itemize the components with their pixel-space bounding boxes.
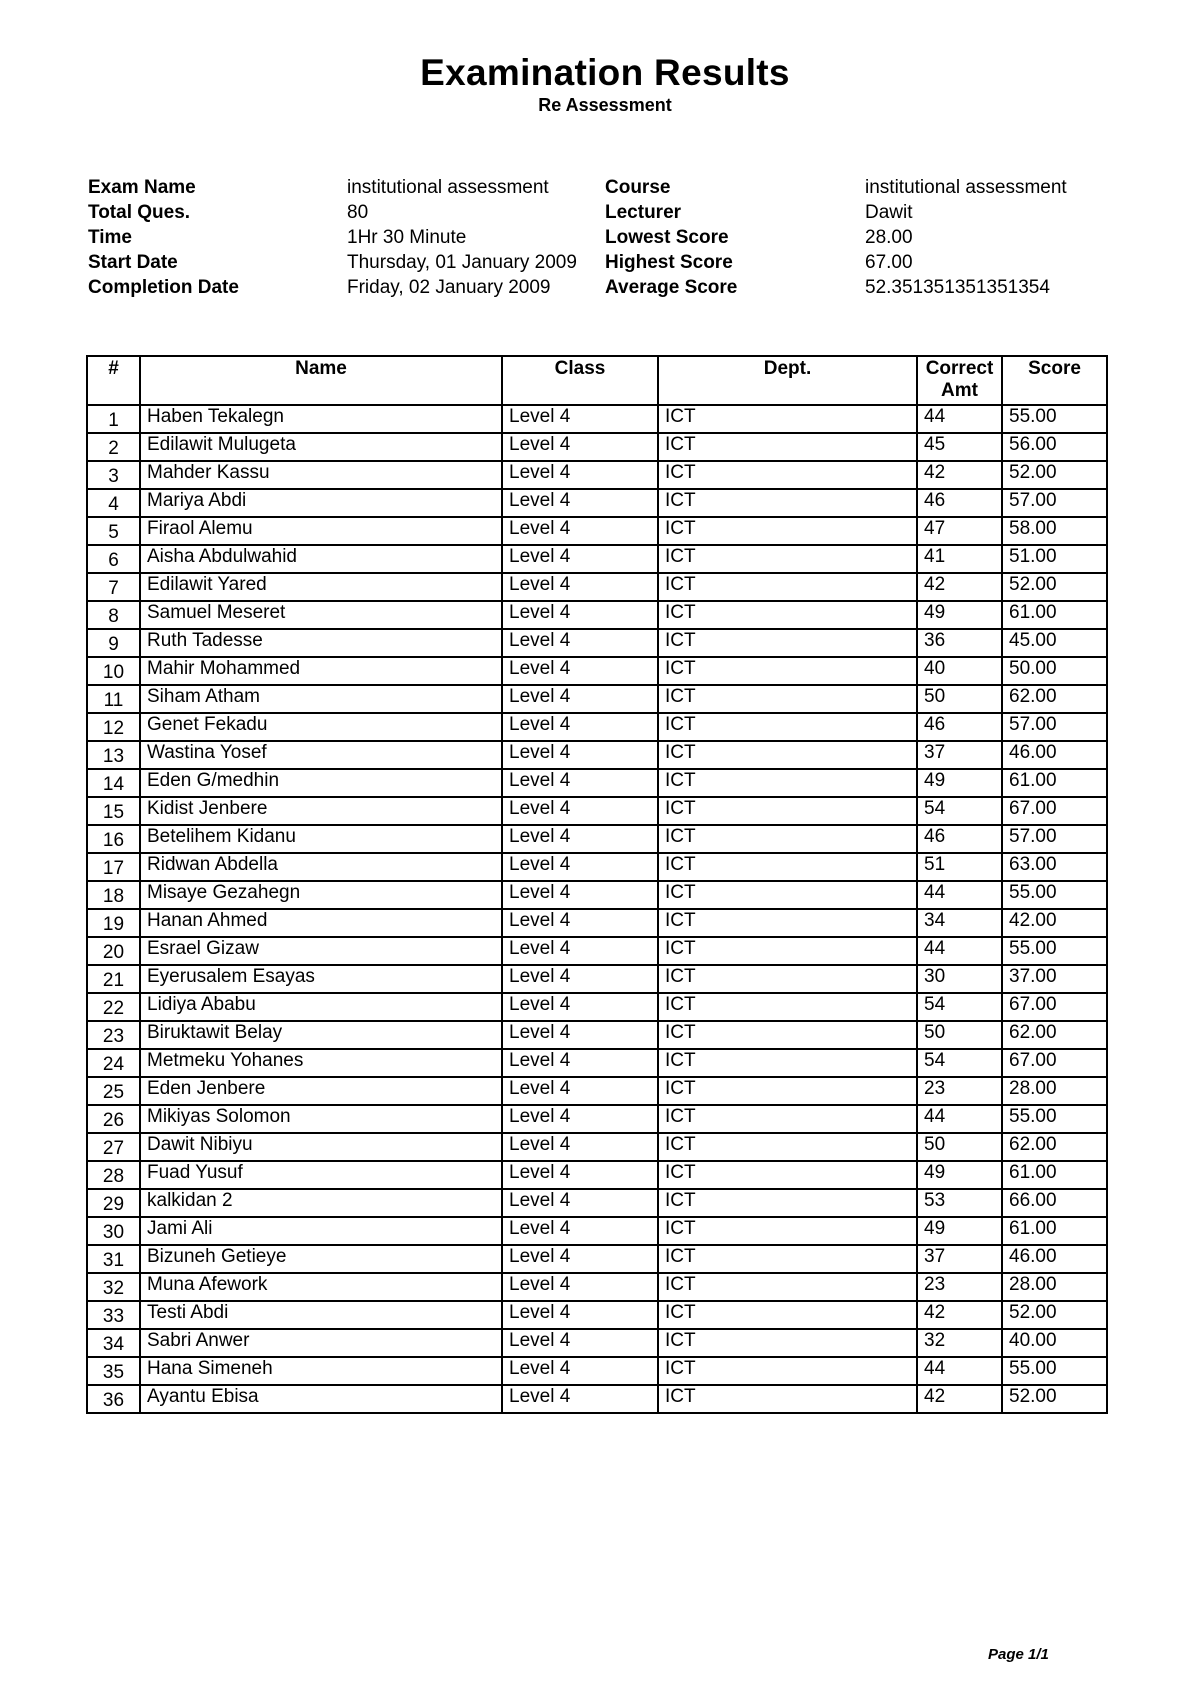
cell-score: 62.00 xyxy=(1002,1021,1107,1049)
cell-correct-amt: 42 xyxy=(917,461,1002,489)
info-value: 67.00 xyxy=(865,252,913,273)
cell-dept: ICT xyxy=(658,1077,917,1105)
cell-name: Edilawit Mulugeta xyxy=(140,433,502,461)
cell-dept: ICT xyxy=(658,573,917,601)
cell-correct-amt: 30 xyxy=(917,965,1002,993)
info-label: Course xyxy=(605,177,671,198)
cell-dept: ICT xyxy=(658,965,917,993)
cell-dept: ICT xyxy=(658,629,917,657)
table-row xyxy=(87,741,1107,769)
results-body xyxy=(87,405,1107,1413)
table-row xyxy=(87,573,1107,601)
cell-name: Wastina Yosef xyxy=(140,741,502,769)
cell-score: 46.00 xyxy=(1002,741,1107,769)
cell-dept: ICT xyxy=(658,433,917,461)
cell-class: Level 4 xyxy=(502,433,658,461)
cell-name: Hana Simeneh xyxy=(140,1357,502,1385)
cell-correct-amt: 47 xyxy=(917,517,1002,545)
cell-name: Mariya Abdi xyxy=(140,489,502,517)
info-label: Exam Name xyxy=(88,177,196,198)
cell-dept: ICT xyxy=(658,601,917,629)
table-row xyxy=(87,713,1107,741)
cell-class: Level 4 xyxy=(502,769,658,797)
cell-class: Level 4 xyxy=(502,881,658,909)
cell-class: Level 4 xyxy=(502,1133,658,1161)
cell-class: Level 4 xyxy=(502,1161,658,1189)
cell-correct-amt: 45 xyxy=(917,433,1002,461)
cell-correct-amt: 40 xyxy=(917,657,1002,685)
info-value: Thursday, 01 January 2009 xyxy=(347,252,577,273)
table-row xyxy=(87,825,1107,853)
cell-number: 3 xyxy=(87,461,140,489)
cell-number: 33 xyxy=(87,1301,140,1329)
cell-correct-amt: 54 xyxy=(917,797,1002,825)
cell-name: Misaye Gezahegn xyxy=(140,881,502,909)
cell-number: 1 xyxy=(87,405,140,433)
cell-dept: ICT xyxy=(658,825,917,853)
column-header-correct-amt: Correct Amt xyxy=(917,356,1002,405)
cell-score: 61.00 xyxy=(1002,601,1107,629)
page-subtitle: Re Assessment xyxy=(538,95,672,115)
cell-correct-amt: 37 xyxy=(917,741,1002,769)
cell-class: Level 4 xyxy=(502,1049,658,1077)
cell-class: Level 4 xyxy=(502,1189,658,1217)
cell-score: 52.00 xyxy=(1002,461,1107,489)
cell-number: 19 xyxy=(87,909,140,937)
cell-dept: ICT xyxy=(658,1357,917,1385)
cell-name: Ridwan Abdella xyxy=(140,853,502,881)
cell-score: 55.00 xyxy=(1002,405,1107,433)
cell-class: Level 4 xyxy=(502,1021,658,1049)
table-row xyxy=(87,1217,1107,1245)
cell-score: 52.00 xyxy=(1002,1385,1107,1413)
cell-score: 58.00 xyxy=(1002,517,1107,545)
info-label: Completion Date xyxy=(88,277,239,298)
cell-class: Level 4 xyxy=(502,461,658,489)
table-row xyxy=(87,797,1107,825)
cell-score: 46.00 xyxy=(1002,1245,1107,1273)
cell-number: 24 xyxy=(87,1049,140,1077)
cell-name: Biruktawit Belay xyxy=(140,1021,502,1049)
cell-score: 67.00 xyxy=(1002,797,1107,825)
cell-class: Level 4 xyxy=(502,1329,658,1357)
cell-score: 56.00 xyxy=(1002,433,1107,461)
cell-score: 66.00 xyxy=(1002,1189,1107,1217)
cell-class: Level 4 xyxy=(502,405,658,433)
cell-dept: ICT xyxy=(658,881,917,909)
cell-dept: ICT xyxy=(658,1049,917,1077)
cell-number: 15 xyxy=(87,797,140,825)
cell-number: 35 xyxy=(87,1357,140,1385)
cell-number: 28 xyxy=(87,1161,140,1189)
table-row xyxy=(87,993,1107,1021)
cell-score: 57.00 xyxy=(1002,825,1107,853)
cell-score: 40.00 xyxy=(1002,1329,1107,1357)
cell-class: Level 4 xyxy=(502,685,658,713)
cell-name: Dawit Nibiyu xyxy=(140,1133,502,1161)
cell-dept: ICT xyxy=(658,713,917,741)
cell-class: Level 4 xyxy=(502,909,658,937)
cell-number: 22 xyxy=(87,993,140,1021)
cell-name: Mahder Kassu xyxy=(140,461,502,489)
table-row xyxy=(87,461,1107,489)
cell-name: Testi Abdi xyxy=(140,1301,502,1329)
cell-name: Mikiyas Solomon xyxy=(140,1105,502,1133)
cell-class: Level 4 xyxy=(502,517,658,545)
info-label: Lecturer xyxy=(605,202,682,223)
column-header-class: Class xyxy=(502,356,658,405)
cell-name: Eden Jenbere xyxy=(140,1077,502,1105)
cell-correct-amt: 42 xyxy=(917,1385,1002,1413)
cell-dept: ICT xyxy=(658,769,917,797)
cell-dept: ICT xyxy=(658,1133,917,1161)
cell-class: Level 4 xyxy=(502,1273,658,1301)
page-title: Examination Results xyxy=(420,52,790,93)
column-header-score: Score xyxy=(1002,356,1107,405)
cell-score: 42.00 xyxy=(1002,909,1107,937)
table-row xyxy=(87,1021,1107,1049)
cell-dept: ICT xyxy=(658,937,917,965)
cell-number: 30 xyxy=(87,1217,140,1245)
cell-class: Level 4 xyxy=(502,545,658,573)
page-number: Page 1/1 xyxy=(988,1646,1049,1663)
cell-dept: ICT xyxy=(658,517,917,545)
table-row xyxy=(87,517,1107,545)
cell-number: 23 xyxy=(87,1021,140,1049)
cell-number: 21 xyxy=(87,965,140,993)
cell-class: Level 4 xyxy=(502,657,658,685)
table-row xyxy=(87,685,1107,713)
cell-score: 55.00 xyxy=(1002,881,1107,909)
table-row xyxy=(87,965,1107,993)
table-row xyxy=(87,1077,1107,1105)
cell-dept: ICT xyxy=(658,741,917,769)
cell-name: Genet Fekadu xyxy=(140,713,502,741)
cell-correct-amt: 49 xyxy=(917,1161,1002,1189)
cell-correct-amt: 54 xyxy=(917,1049,1002,1077)
cell-name: Lidiya Ababu xyxy=(140,993,502,1021)
cell-correct-amt: 44 xyxy=(917,1105,1002,1133)
table-row xyxy=(87,1357,1107,1385)
cell-name: Eyerusalem Esayas xyxy=(140,965,502,993)
cell-number: 20 xyxy=(87,937,140,965)
cell-class: Level 4 xyxy=(502,489,658,517)
cell-correct-amt: 49 xyxy=(917,769,1002,797)
cell-name: Hanan Ahmed xyxy=(140,909,502,937)
cell-class: Level 4 xyxy=(502,741,658,769)
cell-class: Level 4 xyxy=(502,573,658,601)
cell-correct-amt: 44 xyxy=(917,937,1002,965)
cell-class: Level 4 xyxy=(502,797,658,825)
cell-score: 57.00 xyxy=(1002,713,1107,741)
cell-name: kalkidan 2 xyxy=(140,1189,502,1217)
info-value: institutional assessment xyxy=(865,177,1067,198)
info-label: Lowest Score xyxy=(605,227,729,248)
cell-correct-amt: 37 xyxy=(917,1245,1002,1273)
cell-dept: ICT xyxy=(658,489,917,517)
table-row xyxy=(87,1133,1107,1161)
cell-class: Level 4 xyxy=(502,1245,658,1273)
table-row xyxy=(87,1245,1107,1273)
cell-name: Metmeku Yohanes xyxy=(140,1049,502,1077)
table-row xyxy=(87,489,1107,517)
table-row xyxy=(87,1273,1107,1301)
cell-number: 32 xyxy=(87,1273,140,1301)
cell-number: 11 xyxy=(87,685,140,713)
table-row xyxy=(87,433,1107,461)
cell-number: 34 xyxy=(87,1329,140,1357)
cell-dept: ICT xyxy=(658,685,917,713)
cell-class: Level 4 xyxy=(502,937,658,965)
table-row xyxy=(87,1329,1107,1357)
cell-score: 61.00 xyxy=(1002,1161,1107,1189)
cell-score: 55.00 xyxy=(1002,937,1107,965)
cell-correct-amt: 32 xyxy=(917,1329,1002,1357)
cell-score: 52.00 xyxy=(1002,573,1107,601)
cell-score: 45.00 xyxy=(1002,629,1107,657)
cell-number: 18 xyxy=(87,881,140,909)
cell-dept: ICT xyxy=(658,1189,917,1217)
table-row xyxy=(87,909,1107,937)
info-value: institutional assessment xyxy=(347,177,549,198)
cell-number: 14 xyxy=(87,769,140,797)
cell-number: 16 xyxy=(87,825,140,853)
cell-name: Kidist Jenbere xyxy=(140,797,502,825)
cell-class: Level 4 xyxy=(502,629,658,657)
info-label: Time xyxy=(88,227,133,248)
cell-name: Eden G/medhin xyxy=(140,769,502,797)
cell-correct-amt: 44 xyxy=(917,881,1002,909)
cell-number: 8 xyxy=(87,601,140,629)
results-table xyxy=(86,355,1108,1414)
cell-number: 29 xyxy=(87,1189,140,1217)
cell-number: 7 xyxy=(87,573,140,601)
column-header-name: Name xyxy=(140,356,502,405)
info-label: Highest Score xyxy=(605,252,733,273)
cell-correct-amt: 41 xyxy=(917,545,1002,573)
table-row xyxy=(87,1105,1107,1133)
cell-number: 6 xyxy=(87,545,140,573)
cell-dept: ICT xyxy=(658,909,917,937)
info-value: 52.351351351351354 xyxy=(865,277,1050,298)
table-row xyxy=(87,1161,1107,1189)
cell-name: Fuad Yusuf xyxy=(140,1161,502,1189)
cell-score: 67.00 xyxy=(1002,993,1107,1021)
cell-number: 5 xyxy=(87,517,140,545)
cell-class: Level 4 xyxy=(502,1301,658,1329)
cell-dept: ICT xyxy=(658,461,917,489)
info-value: Friday, 02 January 2009 xyxy=(347,277,551,298)
cell-name: Firaol Alemu xyxy=(140,517,502,545)
column-header-number: # xyxy=(87,356,140,405)
table-header-row xyxy=(87,356,1107,405)
table-row xyxy=(87,601,1107,629)
cell-dept: ICT xyxy=(658,545,917,573)
cell-number: 31 xyxy=(87,1245,140,1273)
table-row xyxy=(87,405,1107,433)
cell-score: 57.00 xyxy=(1002,489,1107,517)
cell-score: 61.00 xyxy=(1002,769,1107,797)
cell-name: Haben Tekalegn xyxy=(140,405,502,433)
cell-number: 4 xyxy=(87,489,140,517)
cell-correct-amt: 50 xyxy=(917,1021,1002,1049)
cell-class: Level 4 xyxy=(502,825,658,853)
cell-name: Siham Atham xyxy=(140,685,502,713)
cell-correct-amt: 46 xyxy=(917,489,1002,517)
cell-name: Bizuneh Getieye xyxy=(140,1245,502,1273)
cell-score: 55.00 xyxy=(1002,1357,1107,1385)
cell-dept: ICT xyxy=(658,797,917,825)
cell-dept: ICT xyxy=(658,405,917,433)
cell-score: 67.00 xyxy=(1002,1049,1107,1077)
cell-correct-amt: 50 xyxy=(917,1133,1002,1161)
cell-correct-amt: 34 xyxy=(917,909,1002,937)
cell-score: 28.00 xyxy=(1002,1077,1107,1105)
cell-dept: ICT xyxy=(658,657,917,685)
cell-score: 52.00 xyxy=(1002,1301,1107,1329)
cell-score: 51.00 xyxy=(1002,545,1107,573)
cell-correct-amt: 50 xyxy=(917,685,1002,713)
cell-correct-amt: 53 xyxy=(917,1189,1002,1217)
cell-number: 13 xyxy=(87,741,140,769)
cell-score: 63.00 xyxy=(1002,853,1107,881)
cell-name: Muna Afework xyxy=(140,1273,502,1301)
cell-correct-amt: 51 xyxy=(917,853,1002,881)
cell-score: 50.00 xyxy=(1002,657,1107,685)
cell-score: 28.00 xyxy=(1002,1273,1107,1301)
cell-number: 27 xyxy=(87,1133,140,1161)
cell-name: Jami Ali xyxy=(140,1217,502,1245)
info-value: 1Hr 30 Minute xyxy=(347,227,467,248)
cell-dept: ICT xyxy=(658,1273,917,1301)
table-row xyxy=(87,769,1107,797)
cell-correct-amt: 23 xyxy=(917,1077,1002,1105)
table-row xyxy=(87,937,1107,965)
table-row xyxy=(87,853,1107,881)
cell-class: Level 4 xyxy=(502,965,658,993)
cell-dept: ICT xyxy=(658,1105,917,1133)
table-row xyxy=(87,881,1107,909)
cell-dept: ICT xyxy=(658,1245,917,1273)
table-row xyxy=(87,1301,1107,1329)
cell-dept: ICT xyxy=(658,1385,917,1413)
cell-dept: ICT xyxy=(658,1301,917,1329)
cell-name: Samuel Meseret xyxy=(140,601,502,629)
cell-score: 55.00 xyxy=(1002,1105,1107,1133)
info-label: Total Ques. xyxy=(88,202,191,223)
cell-correct-amt: 54 xyxy=(917,993,1002,1021)
cell-class: Level 4 xyxy=(502,853,658,881)
cell-number: 17 xyxy=(87,853,140,881)
cell-number: 36 xyxy=(87,1385,140,1413)
cell-class: Level 4 xyxy=(502,713,658,741)
cell-correct-amt: 42 xyxy=(917,573,1002,601)
info-label: Average Score xyxy=(605,277,738,298)
cell-number: 10 xyxy=(87,657,140,685)
cell-class: Level 4 xyxy=(502,1217,658,1245)
table-row xyxy=(87,545,1107,573)
table-row xyxy=(87,1049,1107,1077)
cell-number: 2 xyxy=(87,433,140,461)
cell-name: Edilawit Yared xyxy=(140,573,502,601)
cell-name: Mahir Mohammed xyxy=(140,657,502,685)
cell-correct-amt: 49 xyxy=(917,601,1002,629)
table-row xyxy=(87,1385,1107,1413)
cell-score: 62.00 xyxy=(1002,1133,1107,1161)
cell-score: 62.00 xyxy=(1002,685,1107,713)
cell-name: Ruth Tadesse xyxy=(140,629,502,657)
cell-number: 12 xyxy=(87,713,140,741)
cell-correct-amt: 36 xyxy=(917,629,1002,657)
cell-dept: ICT xyxy=(658,1217,917,1245)
cell-name: Sabri Anwer xyxy=(140,1329,502,1357)
table-row xyxy=(87,1189,1107,1217)
cell-correct-amt: 44 xyxy=(917,405,1002,433)
cell-correct-amt: 44 xyxy=(917,1357,1002,1385)
cell-class: Level 4 xyxy=(502,1077,658,1105)
cell-number: 9 xyxy=(87,629,140,657)
info-value: Dawit xyxy=(865,202,913,223)
cell-class: Level 4 xyxy=(502,1105,658,1133)
info-value: 80 xyxy=(347,202,369,223)
table-row xyxy=(87,657,1107,685)
cell-dept: ICT xyxy=(658,1161,917,1189)
info-label: Start Date xyxy=(88,252,178,273)
cell-name: Esrael Gizaw xyxy=(140,937,502,965)
cell-dept: ICT xyxy=(658,993,917,1021)
cell-dept: ICT xyxy=(658,1021,917,1049)
cell-dept: ICT xyxy=(658,1329,917,1357)
cell-name: Aisha Abdulwahid xyxy=(140,545,502,573)
cell-score: 37.00 xyxy=(1002,965,1107,993)
cell-correct-amt: 46 xyxy=(917,713,1002,741)
info-value: 28.00 xyxy=(865,227,913,248)
cell-dept: ICT xyxy=(658,853,917,881)
cell-correct-amt: 42 xyxy=(917,1301,1002,1329)
cell-class: Level 4 xyxy=(502,1357,658,1385)
column-header-dept: Dept. xyxy=(658,356,917,405)
cell-class: Level 4 xyxy=(502,601,658,629)
cell-class: Level 4 xyxy=(502,1385,658,1413)
cell-class: Level 4 xyxy=(502,993,658,1021)
cell-correct-amt: 23 xyxy=(917,1273,1002,1301)
cell-number: 26 xyxy=(87,1105,140,1133)
cell-correct-amt: 46 xyxy=(917,825,1002,853)
cell-name: Betelihem Kidanu xyxy=(140,825,502,853)
table-row xyxy=(87,629,1107,657)
cell-number: 25 xyxy=(87,1077,140,1105)
cell-score: 61.00 xyxy=(1002,1217,1107,1245)
cell-correct-amt: 49 xyxy=(917,1217,1002,1245)
cell-name: Ayantu Ebisa xyxy=(140,1385,502,1413)
